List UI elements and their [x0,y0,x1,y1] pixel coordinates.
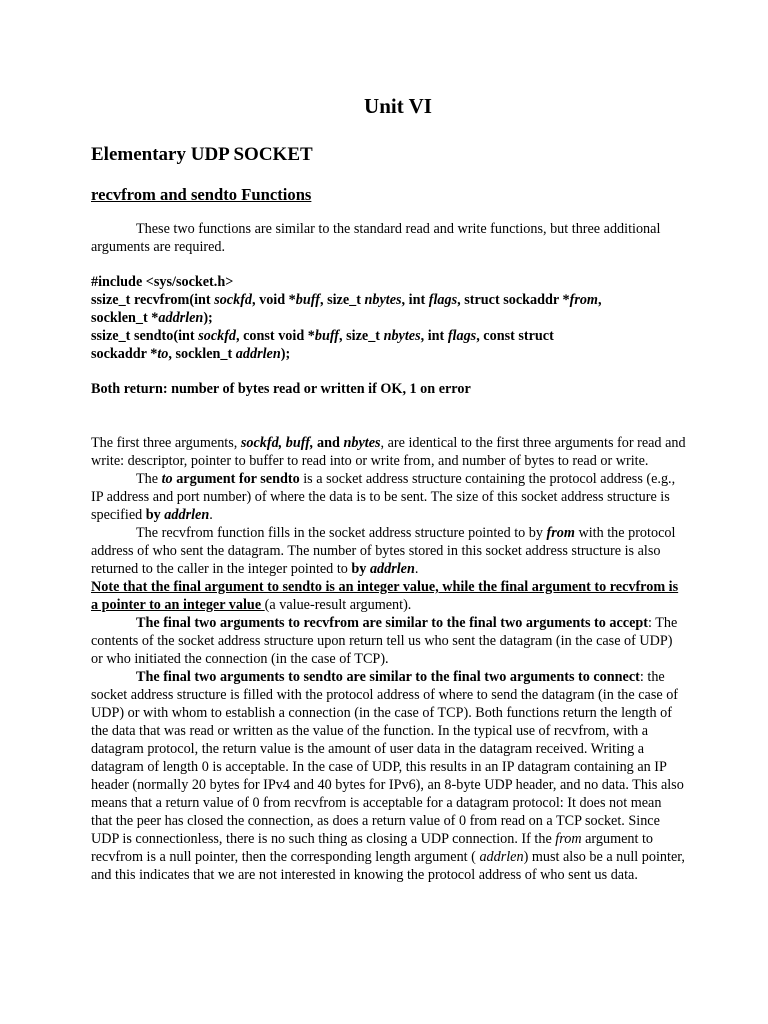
include-line: #include <sys/socket.h> [91,274,234,290]
paragraph-sendto-to: The to argument for sendto is a socket address structure containing the protocol address (e.g., IP address and port number) of where the data is to be sent. The size of this socket address structure is specified by addrlen. [91,471,676,523]
sendto-prototype-line2: sockaddr *to, socklen_t addrlen); [91,346,291,362]
page-subtitle: Elementary UDP SOCKET [91,144,313,165]
return-value-note: Both return: number of bytes read or written if OK, 1 on error [91,381,471,397]
paragraph-sendto-connect: The final two arguments to sendto are similar to the final two arguments to connect: the socket address structure is filled with the protocol address of where to send the datagram (in the case of UDP) or with whom to establish a connection (in the case of TCP). Both functions return the length of the data that was read or written as the value of the function. In the typical use of recvfrom, with a datagram protocol, the return value is the amount of user data in the datagram received. Writing a datagram of length 0 is acceptable. In the case of UDP, this results in an IP datagram containing an IP header (normally 20 bytes for IPv4 and 40 bytes for IPv6), an 8-byte UDP header, and no data. This also means that a return value of 0 from recvfrom is acceptable for a datagram protocol: It does not mean that the peer has closed the connection, as does a return value of 0 from read on a TCP socket. Since UDP is connectionless, there is no such thing as closing a UDP connection. If the from argument to recvfrom is a null pointer, then the corresponding length argument ( addrlen) must also be a null pointer, and this indicates that we are not interested in knowing the protocol address of who sent us data. [91,669,685,883]
recvfrom-prototype-line1: ssize_t recvfrom(int sockfd, void *buff, size_t nbytes, int flags, struct sockaddr *from, [91,292,602,308]
paragraph-note: Note that the final argument to sendto is an integer value, while the final argument to recvfrom is a pointer to an integer value (a value-result argument). [91,579,679,613]
page-title: Unit VI [364,94,432,118]
intro-paragraph: These two functions are similar to the standard read and write functions, but three additional arguments are required. [91,221,661,255]
paragraph-recvfrom-accept: The final two arguments to recvfrom are similar to the final two arguments to accept: The contents of the socket address structure upon return tell us who sent the datagram (in the case of UDP) or who initiated the connection (in the case of TCP). [91,615,678,667]
section-heading: recvfrom and sendto Functions [91,185,312,204]
function-prototypes [91,273,686,363]
paragraph-recvfrom-from: The recvfrom function fills in the socket address structure pointed to by from with the protocol address of who sent the datagram. The number of bytes stored in this socket address structure is also returned to the caller in the integer pointed to by addrlen. [91,525,676,577]
body-text [91,434,686,884]
sendto-prototype-line1: ssize_t sendto(int sockfd, const void *buff, size_t nbytes, int flags, const struct [91,328,554,344]
paragraph-arguments: The first three arguments, sockfd, buff, and nbytes, are identical to the first three arguments for read and write: descriptor, pointer to buffer to read into or write from, and number of bytes to read or write. [91,435,686,469]
recvfrom-prototype-line2: socklen_t *addrlen); [91,310,213,326]
